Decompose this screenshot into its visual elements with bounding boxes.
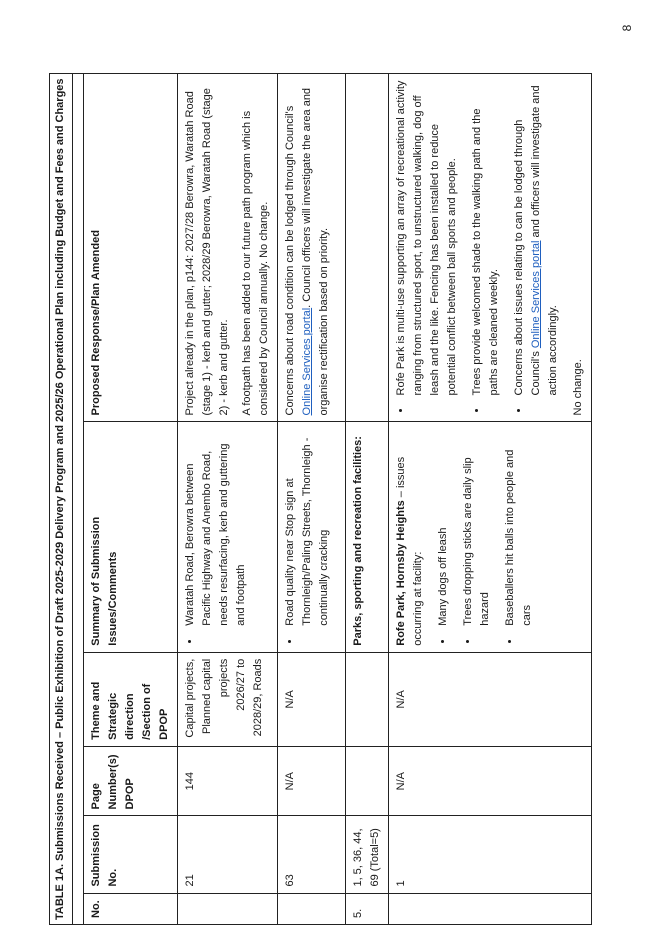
header-summary: Summary of Submission Issues/Comments	[84, 422, 178, 652]
submissions-table-wrapper	[49, 73, 592, 925]
row-theme: Capital projects, Planned capital projects 2026/27 to 2028/29, Roads	[178, 652, 278, 746]
header-no: No.	[84, 893, 178, 924]
row-no	[278, 893, 346, 924]
summary-bullet: • Baseballers hit balls into people and cars	[502, 428, 536, 629]
row-page: N/A	[278, 746, 346, 816]
table-row	[278, 74, 346, 925]
summary-bullet: • Trees dropping sticks are daily slip hazard	[460, 428, 494, 629]
row-summary	[178, 422, 278, 652]
row-page: 144	[178, 746, 278, 816]
row-response	[178, 74, 278, 422]
section-no: 5.	[346, 893, 389, 924]
response-paragraph: A footpath has been added to our future path program which is considered by Council annually. No change.	[241, 110, 270, 416]
response-footer: No change.	[572, 359, 584, 416]
header-submission-no: Submission No.	[84, 816, 178, 893]
online-services-link[interactable]: Online Services portal	[301, 307, 313, 416]
response-text: Concerns about road condition can be lodged through Council's	[284, 105, 296, 416]
table-row	[178, 74, 278, 925]
section-empty	[346, 652, 389, 746]
online-services-link[interactable]: Online Services portal	[530, 240, 542, 349]
section-title: Parks, sporting and recreation facilities:	[346, 422, 389, 652]
response-bullet: • Trees provide welcomed shade to the walking path and the paths are cleaned weekly.	[469, 80, 503, 399]
row-submission: 21	[178, 816, 278, 893]
spacer-row	[73, 74, 84, 925]
header-row	[84, 74, 178, 925]
summary-heading-rest: – issues occurring at facility:	[395, 456, 424, 646]
header-response: Proposed Response/Plan Amended	[84, 74, 178, 422]
row-no	[389, 893, 592, 924]
page-number: 8	[620, 24, 634, 32]
table-row	[389, 74, 592, 925]
response-text: . Council officers will investigate the area and organise rectification based on priority.	[301, 87, 330, 416]
row-theme: N/A	[389, 652, 592, 746]
row-submission: 63	[278, 816, 346, 893]
response-text: Concerns about issues relating to can be lodged through Council's	[513, 119, 542, 396]
row-theme: N/A	[278, 652, 346, 746]
response-text: and officers will investigate and action accordingly.	[530, 85, 559, 396]
response-bullet	[511, 80, 562, 399]
row-response	[389, 74, 592, 422]
summary-bullet: • Many dogs off leash	[435, 428, 452, 629]
section-submissions: 1, 5, 36, 44, 69 (Total=5)	[346, 816, 389, 893]
response-bullet: • Rofe Park is multi-use supporting an array of recreational activity ranging from structured sport, to unstructured walking, dog off leash and the like. Fencing has been installed to reduce potential conflict between ball sports and people.	[393, 80, 461, 399]
row-submission: 1	[389, 816, 592, 893]
header-page-numbers: Page Number(s) DPOP	[84, 746, 178, 816]
row-no	[178, 893, 278, 924]
summary-bullet: • Road quality near Stop sign at Thornleigh/Paling Streets, Thornleigh - continually cracking	[282, 428, 333, 629]
row-summary	[389, 422, 592, 652]
section-empty	[346, 74, 389, 422]
summary-bullet: • Waratah Road, Berowra between Pacific Highway and Anembo Road, needs resurfacing, kerb and guttering and footpath	[182, 428, 250, 629]
submissions-table	[49, 73, 592, 925]
row-summary	[278, 422, 346, 652]
facility-name: Rofe Park, Hornsby Heights	[395, 500, 407, 646]
section-empty	[346, 746, 389, 816]
summary-heading	[393, 428, 427, 645]
row-page: N/A	[389, 746, 592, 816]
header-theme: Theme and Strategic direction /Section of DPOP	[84, 652, 178, 746]
table-title: TABLE 1A. Submissions Received – Public Exhibition of Draft 2025-2029 Delivery Program and 2025/26 Operational Plan including Budget and Fees and Charges	[50, 74, 73, 925]
row-response	[278, 74, 346, 422]
section-row	[346, 74, 389, 925]
response-paragraph: Project already in the plan, p144: 2027/28 Berowra, Waratah Road (stage 1) - kerb and gutter; 2028/29 Berowra, Waratah Road (stage 2) - kerb and gutter.	[184, 88, 230, 416]
